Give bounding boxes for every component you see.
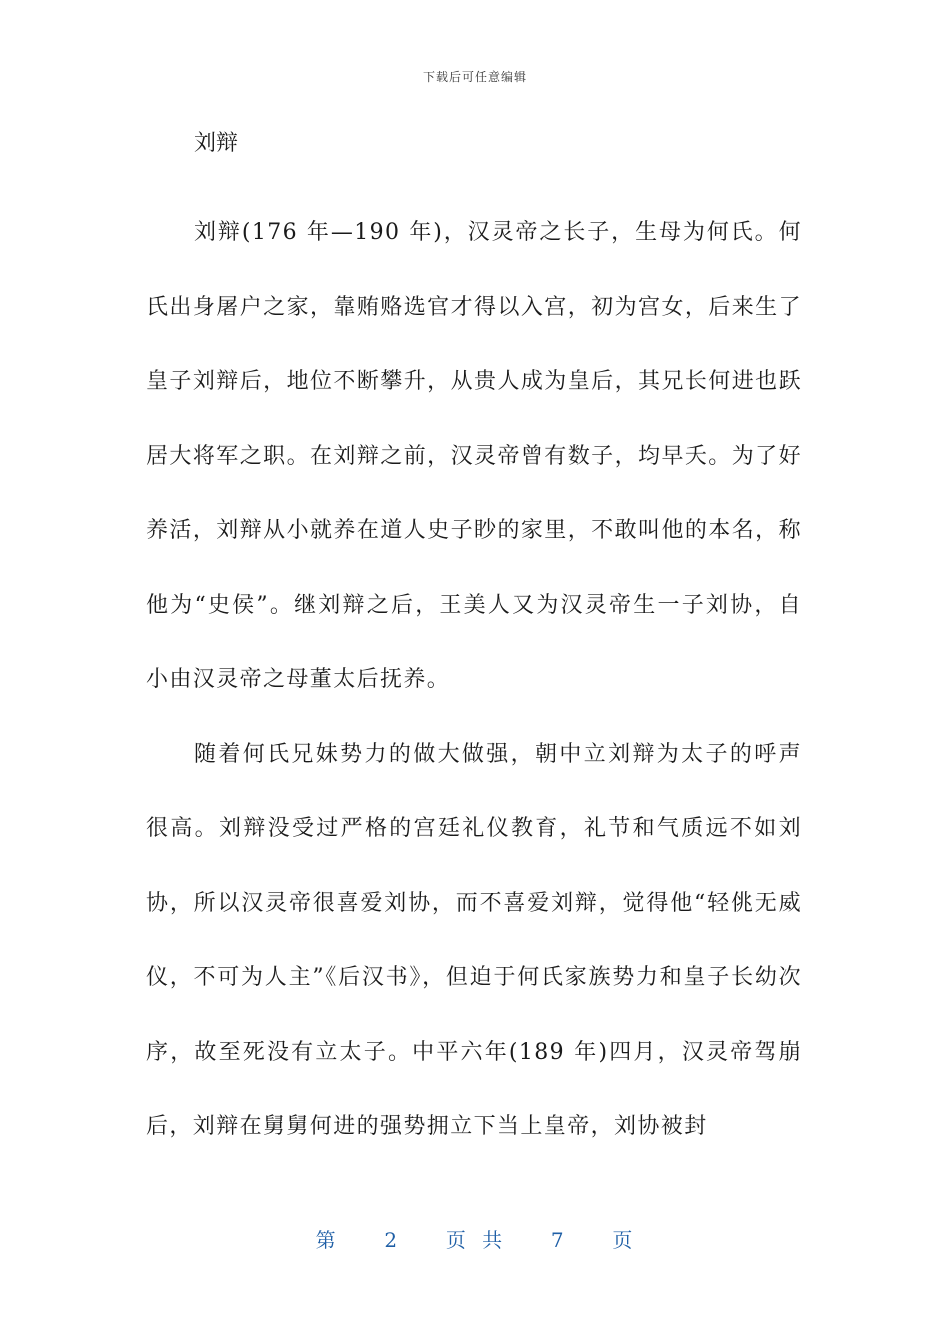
page-current: 2: [384, 1228, 400, 1252]
page-total: 7: [550, 1228, 566, 1252]
header-note: 下载后可任意编辑: [422, 70, 527, 84]
page-prefix: 第: [315, 1228, 338, 1252]
page-footer: [0, 1224, 950, 1253]
page-middle: 页 共: [445, 1228, 505, 1252]
document-title: 刘辩: [194, 131, 239, 156]
paragraph-1: 刘辩(176 年—190 年)，汉灵帝之长子，生母为何氏。何氏出身屠户之家，靠贿赂选官才得以入宫，初为宫女，后来生了皇子刘辩后，地位不断攀升，从贵人成为皇后，其兄长何进也跃居大将军之职。在刘辩之前，汉灵帝曾有数子，均早夭。为了好养活，刘辩从小就养在道人史子眇的家里，不敢叫他的本名，称他为“史侯”。继刘辩之后，王美人又为汉灵帝生一子刘协，自小由汉灵帝之母董太后抚养。: [146, 220, 802, 692]
paragraph-2: 随着何氏兄妹势力的做大做强，朝中立刘辩为太子的呼声很高。刘辩没受过严格的宫廷礼仪教育，礼节和气质远不如刘协，所以汉灵帝很喜爱刘协，而不喜爱刘辩，觉得他“轻佻无威仪，不可为人主”《后汉书》，但迫于何氏家族势力和皇子长幼次序，故至死没有立太子。中平六年(189 年)四月，汉灵帝驾崩后，刘辩在舅舅何进的强势拥立下当上皇帝，刘协被封: [146, 741, 802, 1139]
page-suffix: 页: [612, 1228, 635, 1252]
document-body: [146, 120, 802, 1165]
